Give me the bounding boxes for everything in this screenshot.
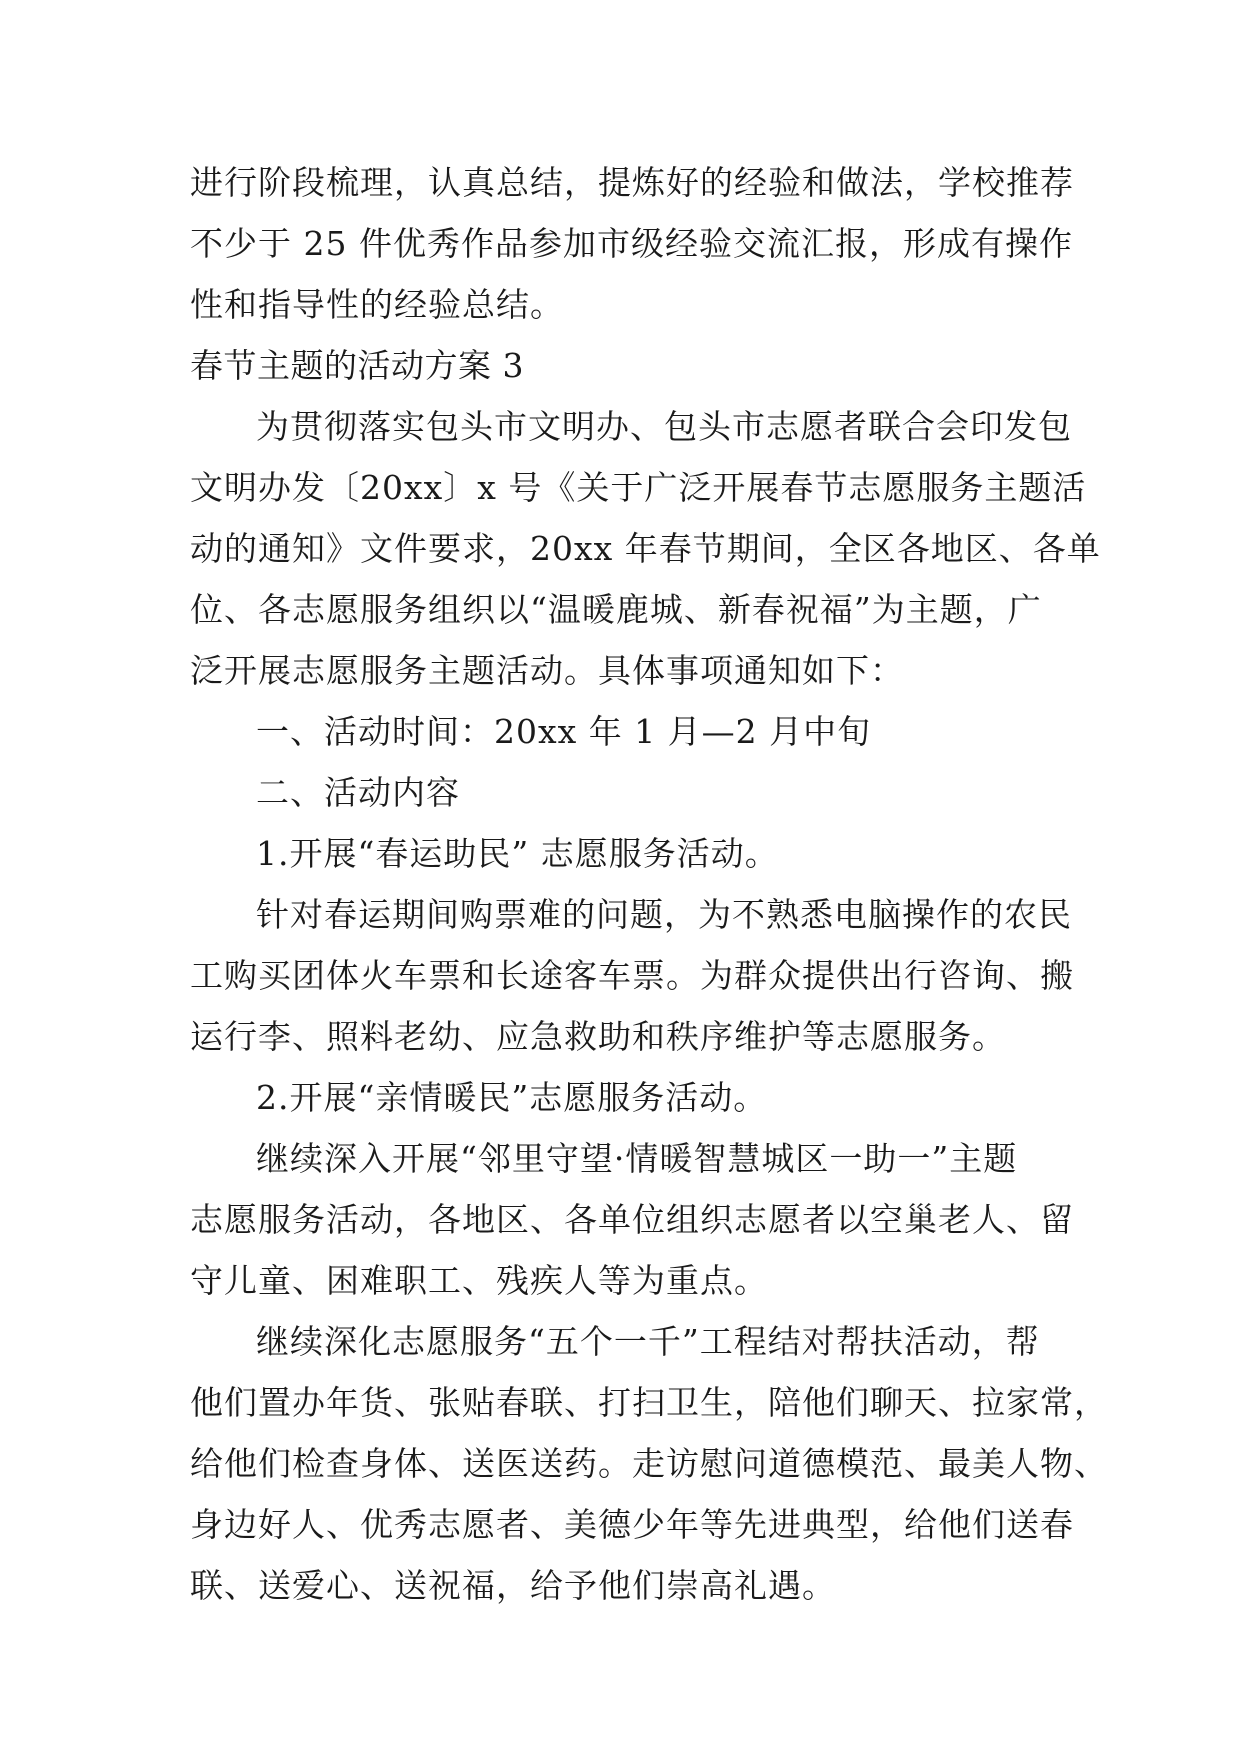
text-line: 身边好人、优秀志愿者、美德少年等先进典型，给他们送春 (190, 1505, 1074, 1544)
paragraph-start-line: 继续深入开展“邻里守望·情暖智慧城区一助一”主题 (256, 1139, 1018, 1178)
activity-time-line: 一、活动时间：20xx 年 1 月—2 月中旬 (256, 712, 872, 751)
text-line: 动的通知》文件要求，20xx 年春节期间，全区各地区、各单 (190, 529, 1101, 568)
paragraph-start-line: 针对春运期间购票难的问题，为不熟悉电脑操作的农民 (256, 895, 1072, 934)
text-line: 泛开展志愿服务主题活动。具体事项通知如下： (190, 651, 904, 690)
paragraph-start-line: 为贯彻落实包头市文明办、包头市志愿者联合会印发包 (256, 407, 1072, 446)
text-line: 联、送爱心、送祝福，给予他们崇高礼遇。 (190, 1566, 836, 1605)
text-line: 文明办发〔20xx〕x 号《关于广泛开展春节志愿服务主题活 (190, 468, 1087, 507)
text-line: 工购买团体火车票和长途客车票。为群众提供出行咨询、搬 (190, 956, 1074, 995)
text-line: 位、各志愿服务组织以“温暖鹿城、新春祝福”为主题，广 (190, 590, 1042, 629)
text-line: 志愿服务活动，各地区、各单位组织志愿者以空巢老人、留 (190, 1200, 1074, 1239)
item-1-heading: 1.开展“春运助民” 志愿服务活动。 (256, 834, 779, 873)
activity-content-heading: 二、活动内容 (256, 773, 460, 812)
text-line: 进行阶段梳理，认真总结，提炼好的经验和做法，学校推荐 (190, 163, 1074, 202)
text-line: 性和指导性的经验总结。 (190, 285, 564, 324)
text-line: 守儿童、困难职工、残疾人等为重点。 (190, 1261, 768, 1300)
text-line: 运行李、照料老幼、应急救助和秩序维护等志愿服务。 (190, 1017, 1006, 1056)
paragraph-start-line: 继续深化志愿服务“五个一千”工程结对帮扶活动，帮 (256, 1322, 1040, 1361)
text-line: 不少于 25 件优秀作品参加市级经验交流汇报，形成有操作 (190, 224, 1073, 263)
text-line: 给他们检查身体、送医送药。走访慰问道德模范、最美人物、 (190, 1444, 1108, 1483)
document-body (190, 152, 1108, 1616)
text-line: 他们置办年货、张贴春联、打扫卫生，陪他们聊天、拉家常， (190, 1383, 1108, 1422)
item-2-heading: 2.开展“亲情暖民”志愿服务活动。 (256, 1078, 768, 1117)
section-heading: 春节主题的活动方案 3 (190, 346, 524, 385)
